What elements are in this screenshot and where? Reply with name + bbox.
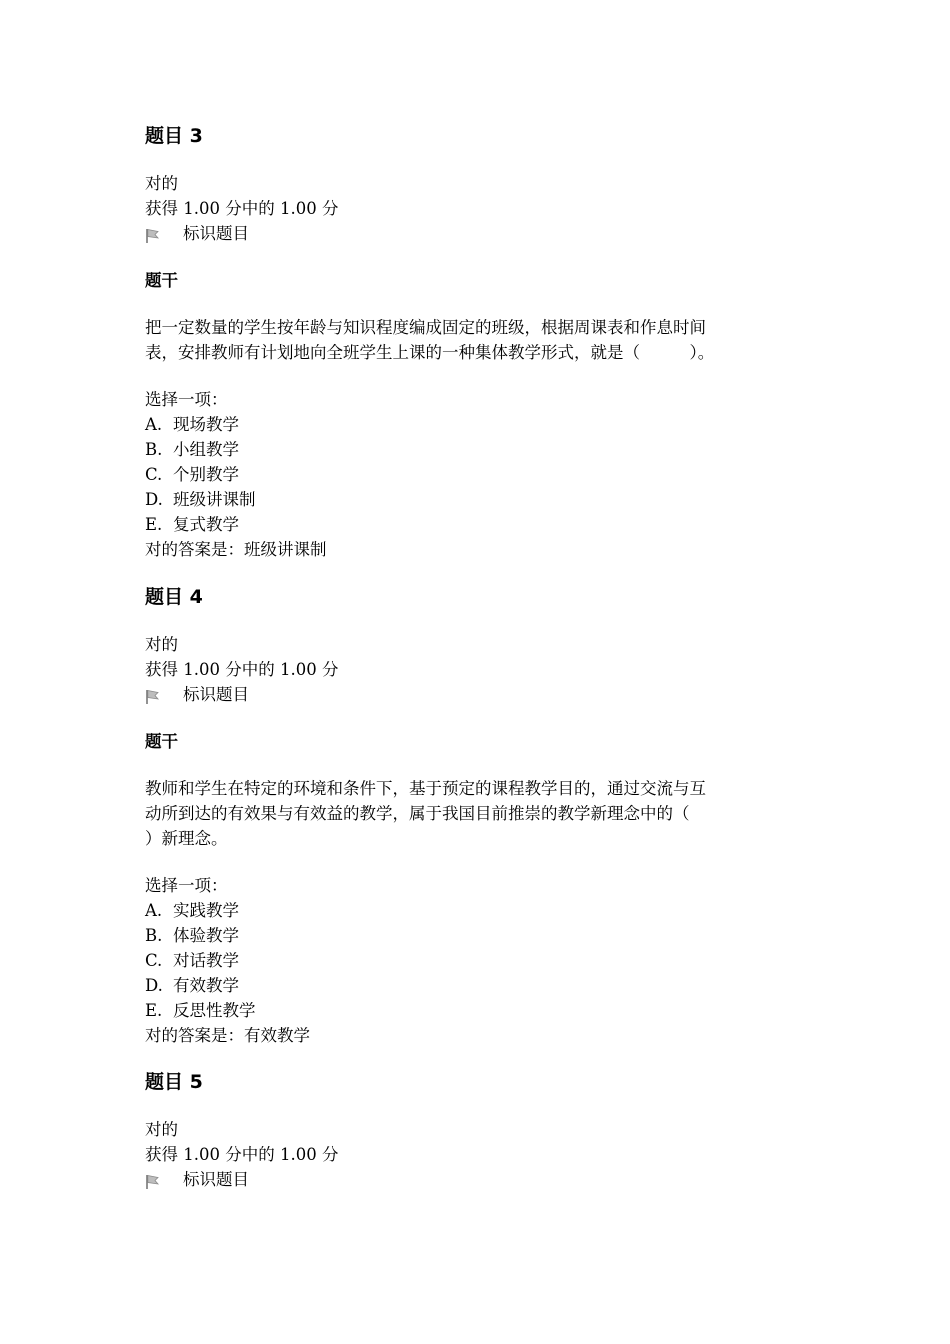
option-text: 班级讲课制: [173, 490, 256, 509]
option-text: 小组教学: [173, 440, 239, 459]
option-letter: B.: [145, 440, 163, 459]
option-d[interactable]: [145, 973, 815, 998]
flag-question-button[interactable]: [145, 682, 815, 707]
correct-answer: 对的答案是：有效教学: [145, 1026, 310, 1045]
option-d[interactable]: [145, 487, 815, 512]
flag-icon: [145, 1172, 161, 1188]
question-title: 题目 4: [145, 586, 203, 608]
flag-icon: [145, 226, 161, 242]
flag-question-label: 标识题目: [183, 1170, 249, 1189]
option-a[interactable]: [145, 898, 815, 923]
option-text: 体验教学: [173, 926, 239, 945]
flag-icon: [145, 687, 161, 703]
option-text: 现场教学: [173, 415, 239, 434]
question-title: 题目 3: [145, 125, 203, 147]
option-text: 实践教学: [173, 901, 239, 920]
option-text: 复式教学: [173, 515, 239, 534]
question-stem: [145, 776, 805, 851]
question-status: 对的: [145, 174, 178, 193]
option-text: 个别教学: [173, 465, 239, 484]
option-b[interactable]: [145, 437, 815, 462]
stem-line: 动所到达的有效果与有效益的教学，属于我国目前推崇的教学新理念中的（: [145, 804, 690, 823]
option-text: 对话教学: [173, 951, 239, 970]
stem-line: 表，安排教师有计划地向全班学生上课的一种集体教学形式，就是（ ）。: [145, 343, 715, 362]
option-text: 有效教学: [173, 976, 239, 995]
stem-heading: 题干: [145, 732, 178, 751]
option-letter: E.: [145, 515, 163, 534]
option-letter: E.: [145, 1001, 163, 1020]
question-status: 对的: [145, 635, 178, 654]
choose-one-prompt: 选择一项：: [145, 876, 228, 895]
option-e[interactable]: [145, 998, 815, 1023]
option-letter: D.: [145, 490, 163, 509]
option-a[interactable]: [145, 412, 815, 437]
question-score: 获得 1.00 分中的 1.00 分: [145, 1145, 339, 1164]
flag-question-label: 标识题目: [183, 685, 249, 704]
option-letter: B.: [145, 926, 163, 945]
option-text: 反思性教学: [173, 1001, 256, 1020]
stem-line: ）新理念。: [145, 829, 228, 848]
option-c[interactable]: [145, 462, 815, 487]
flag-question-button[interactable]: [145, 1167, 815, 1192]
option-b[interactable]: [145, 923, 815, 948]
stem-line: 把一定数量的学生按年龄与知识程度编成固定的班级，根据周课表和作息时间: [145, 318, 706, 337]
question-4: [145, 585, 815, 1048]
option-letter: D.: [145, 976, 163, 995]
option-letter: A.: [145, 901, 163, 920]
question-score: 获得 1.00 分中的 1.00 分: [145, 199, 339, 218]
question-score: 获得 1.00 分中的 1.00 分: [145, 660, 339, 679]
option-e[interactable]: [145, 512, 815, 537]
correct-answer: 对的答案是：班级讲课制: [145, 540, 327, 559]
question-stem: [145, 315, 805, 365]
option-c[interactable]: [145, 948, 815, 973]
flag-question-label: 标识题目: [183, 224, 249, 243]
choose-one-prompt: 选择一项：: [145, 390, 228, 409]
question-title: 题目 5: [145, 1071, 203, 1093]
stem-heading: 题干: [145, 271, 178, 290]
flag-question-button[interactable]: [145, 221, 815, 246]
stem-line: 教师和学生在特定的环境和条件下，基于预定的课程教学目的，通过交流与互: [145, 779, 706, 798]
option-letter: A.: [145, 415, 163, 434]
option-letter: C.: [145, 951, 163, 970]
option-letter: C.: [145, 465, 163, 484]
question-3: [145, 124, 815, 562]
question-status: 对的: [145, 1120, 178, 1139]
question-5: [145, 1070, 815, 1192]
